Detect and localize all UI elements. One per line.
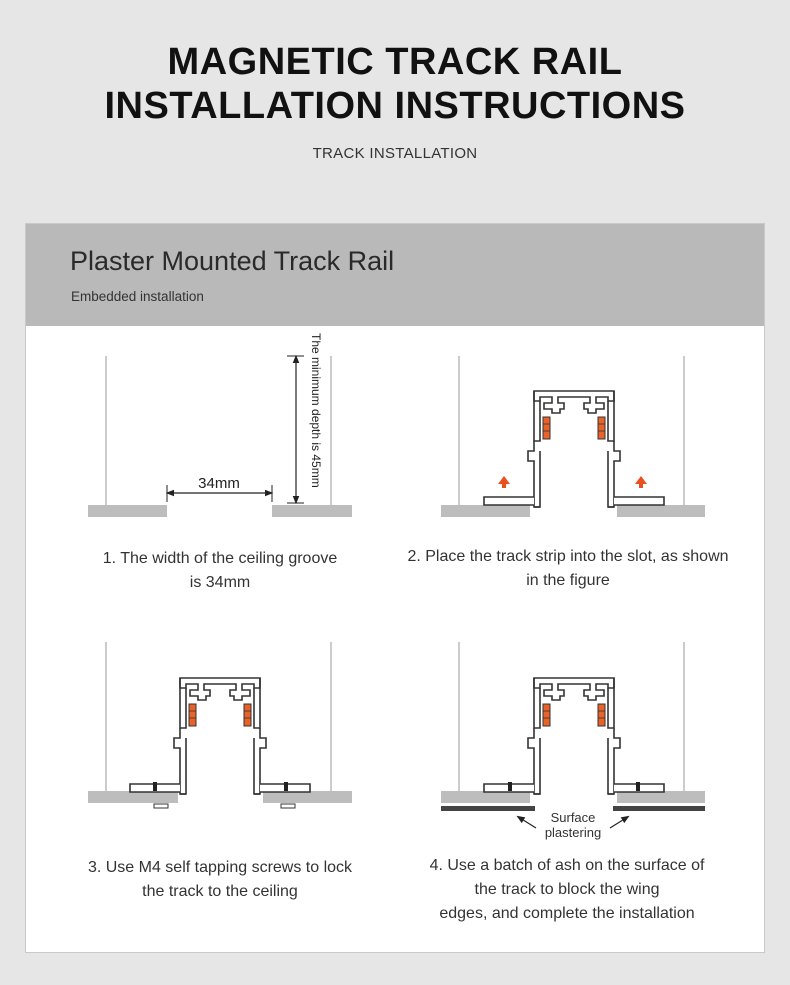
step-3-line-1: 3. Use M4 self tapping screws to lock — [87, 859, 353, 876]
step-1-diagram — [88, 333, 352, 517]
surface-plaster-right — [613, 806, 705, 811]
step-3-diagram — [88, 642, 352, 808]
step-1-line-2: is 34mm — [189, 574, 251, 591]
ceiling-board-right — [272, 505, 352, 517]
page-subtitle: TRACK INSTALLATION — [312, 145, 478, 162]
min-depth-label: The minimum depth is 45mm — [309, 333, 323, 488]
up-arrow-icon — [498, 476, 510, 488]
ceiling-board-left — [88, 505, 167, 517]
step-2-line-1: 2. Place the track strip into the slot, as shown — [407, 548, 729, 565]
screw-icon — [153, 782, 157, 791]
step-4-line-1: 4. Use a batch of ash on the surface of — [429, 857, 705, 874]
step-4-line-2: the track to block the wing — [474, 881, 660, 898]
step-4-line-3: edges, and complete the installation — [439, 905, 695, 922]
step-3-caption — [50, 856, 390, 904]
up-arrow-icon — [635, 476, 647, 488]
section-title: Plaster Mounted Track Rail — [70, 246, 395, 276]
pointer-arrow — [520, 818, 536, 828]
groove-width-label: 34mm — [198, 475, 240, 492]
step-1-line-1: 1. The width of the ceiling groove — [102, 550, 338, 567]
screw-icon — [636, 782, 640, 791]
surface-label-line-2: plastering — [544, 825, 602, 840]
screw-icon — [284, 782, 288, 791]
pointer-arrow — [610, 818, 626, 828]
surface-label-line-1: Surface — [550, 810, 596, 825]
step-1-caption — [50, 547, 390, 595]
screw-icon — [508, 782, 512, 791]
surface-plaster-left — [441, 806, 535, 811]
step-2-diagram — [441, 356, 705, 517]
section-subtitle: Embedded installation — [71, 289, 204, 304]
page-title-line-1: MAGNETIC TRACK RAIL — [167, 41, 623, 83]
step-4-diagram — [441, 642, 705, 840]
step-2-line-2: in the figure — [526, 572, 610, 589]
page-title-line-2: INSTALLATION INSTRUCTIONS — [104, 85, 686, 127]
step-4-caption — [397, 854, 737, 926]
step-2-caption — [387, 545, 749, 593]
step-3-line-2: the track to the ceiling — [142, 883, 298, 900]
